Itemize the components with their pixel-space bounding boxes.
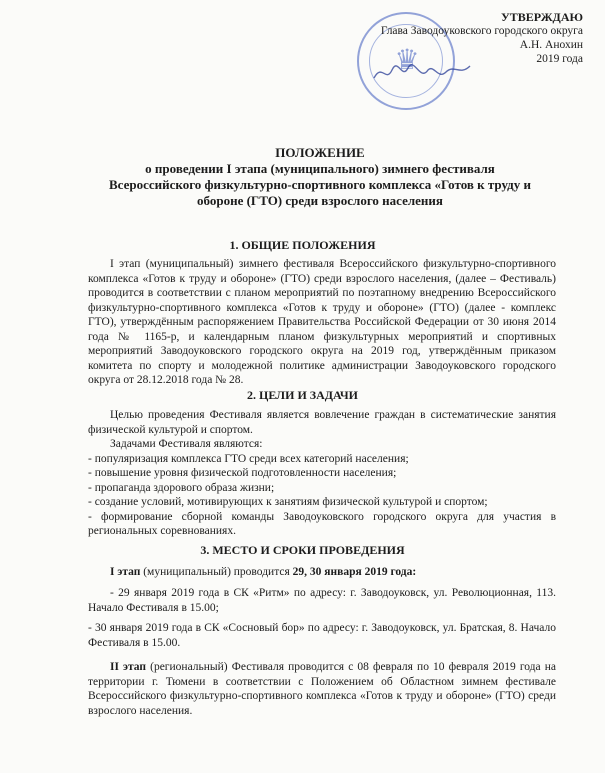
tasks-intro: Задачами Фестиваля являются: [110,438,263,450]
document-title [40,145,600,209]
stage-2-paragraph [88,660,556,718]
title-line-1: о проведении I этапа (муниципального) зимнего фестиваля [145,161,495,176]
section-2-tasks [88,437,556,539]
stage-1-label: I этап [110,566,141,578]
section-3-heading: 3. МЕСТО И СРОКИ ПРОВЕДЕНИЯ [200,543,405,557]
approval-year: 2019 года [536,53,583,65]
title-line-2: Всероссийского физкультурно-спортивного комплекса «Готов к труду и [109,177,531,192]
stage-1-item-2 [88,621,556,650]
section-1-body: I этап (муниципальный) зимнего фестиваля Всероссийского физкультурно-спортивного комплекса «Готов к труду и обороне» (ГТО) среди взрослого населения, (далее – Фестиваль) проводится в соответствии с планом мероприятий по поэтапному внедрению Всероссийского физкультурно-спортивного комплекса «Готов к труду и обороне» (ГТО) (далее - комплекс ГТО), утверждённым распоряжением Правительства Российской Федерации от 30 июня 2014 года № 1165-р, и календарным планом физкультурных мероприятий и спортивных мероприятий Заводоуковского городского округа на 2019 год, утверждённым приказом комитета по спорту и молодежной политике администрации Заводоуковского городского округа от 28.12.2018 года № 28. [88,258,556,386]
stage-1-line [88,565,556,580]
stage-1-rest: (муниципальный) проводится [140,566,293,578]
title-main: ПОЛОЖЕНИЕ [275,145,365,160]
stage-2-rest: (региональный) Фестиваля проводится с 08 февраля по 10 февраля 2019 года на территории г. Тюмени в соответствии с Положением об Областном зимнем фестивале Всероссийского физкультурно-спортивного комплекса «Готов к труду и обороне» (ГТО) среди взрослого населения. [88,661,556,717]
approval-name: А.Н. Анохин [519,39,583,51]
title-line-3: обороне (ГТО) среди взрослого населения [197,193,443,208]
section-2-goal [88,408,556,437]
goal-text: Целью проведения Фестиваля является вовлечение граждан в систематические занятия физической культурой и спортом. [88,409,556,436]
item-2-text: - 30 января 2019 года в СК «Сосновый бор» по адресу: г. Заводоуковск, ул. Братская, 8. Начало Фестиваля в 15.00. [88,622,556,649]
task-item: - повышение уровня физической подготовленности населения; [88,467,397,479]
task-item: - популяризация комплекса ГТО среди всех категорий населения; [88,452,409,465]
item-1-text: - 29 января 2019 года в СК «Ритм» по адресу: г. Заводоуковск, ул. Революционная, 113. Начало Фестиваля в 15.00; [88,587,556,614]
approval-heading: УТВЕРЖДАЮ [500,10,583,24]
approval-position: Глава Заводоуковского городского округа [380,25,583,37]
section-1-text [88,257,556,388]
section-2-heading: 2. ЦЕЛИ И ЗАДАЧИ [246,388,359,402]
stage-2-label: II этап [110,661,147,673]
emblem-icon: ♛ [394,45,420,76]
task-item: - формирование сборной команды Заводоуковского городского округа для участия в региональных соревнованиях. [88,510,556,537]
stage-1-item-1 [88,586,556,615]
approval-block [323,10,583,66]
task-item: - пропаганда здорового образа жизни; [88,481,275,494]
stage-1-dates: 29, 30 января 2019 года: [292,566,417,578]
section-1-heading: 1. ОБЩИЕ ПОЛОЖЕНИЯ [229,238,376,252]
task-item: - создание условий, мотивирующих к занятиям физической культурой и спортом; [88,496,488,508]
